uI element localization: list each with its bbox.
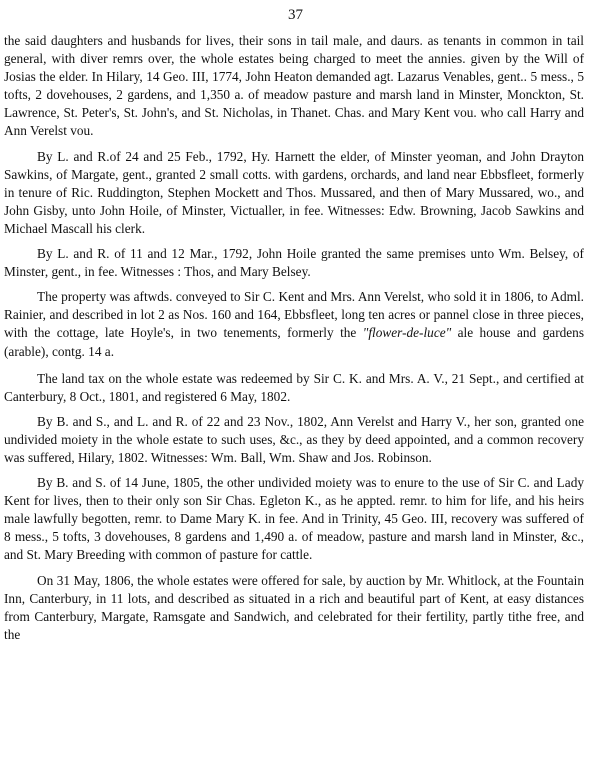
paragraph-june-1805: By B. and S. of 14 June, 1805, the other undivided moiety was to enure to the use of Sir C. and Lady Kent for lives, then to their only son Sir Chas. Egleton K., as he appted. remr. to him for life, and his heirs male lawfully begotten, remr. to Dame Mary K. in fee. And in Trinity, 45 Geo. III, recovery was suffered of 8 mess., 5 tofts, 3 dovehouses, 8 gardens and 1,490 a. of meadow, pasture and marsh land in Minster, &c., and St. Mary Breeding with common of pasture for cattle. <box>4 475 584 563</box>
paragraph-mar-1792: By L. and R. of 11 and 12 Mar., 1792, John Hoile granted the same premises unto Wm. Belsey, of Minster, gent., in fee. Witnesses : Thos, and Mary Belsey. <box>4 246 584 280</box>
paragraph-text: The property was aftwds. conveyed to Sir C. Kent and Mrs. Ann Verelst, who sold it in 1806, to Adml. Rainier, and described in lot 2 as Nos. 160 and 164, Ebbsfleet, long ten acres or pannel close in three pieces, with the cottage, late Hoyle's, in two tenements, formerly the <box>4 289 584 341</box>
paragraph-text: ale house and gardens (arable), contg. 14 a. <box>4 325 584 359</box>
paragraph-may-1806-sale: On 31 May, 1806, the whole estates were offered for sale, by auction by Mr. Whitlock, at the Fountain Inn, Canterbury, in 11 lots, and described as situated in a rich and beautiful part of Kent, at easy distances from Canterbury, Margate, Ramsgate and Sandwich, and celebrated for their fertility, partly tithe free, and the <box>4 572 584 642</box>
paragraph-hilary-1774: the said daughters and husbands for lives, their sons in tail male, and daurs. as tenants in common in tail general, with diver remrs over, the whole estates being charged to meet the annies. given by the Will of Josias the elder. In Hilary, 14 Geo. III, 1774, John Heaton demanded agt. Lazarus Venables, gent.. 5 mess., 5 tofts, 2 dovehouses, 2 gardens, and 1,350 a. of meadow pasture and marsh land in Minster, Monckton, St. Lawrence, St. Peter's, St. John's, and St. Nicholas, in Thanet. Chas. and Mary Kent vou. who call Harry and Ann Verelst vou. <box>4 33 584 139</box>
paragraph-nov-1802: By B. and S., and L. and R. of 22 and 23 Nov., 1802, Ann Verelst and Harry V., her son, granted one undivided moiety in the whole estate to such uses, &c., as they by deed appointed, and a common recovery was suffered, Hilary, 1802. Witnesses: Wm. Ball, Wm. Shaw and Jos. Robinson. <box>4 413 584 465</box>
paragraph-property-conveyed <box>4 288 584 360</box>
inn-name-italic: "flower-de-luce" <box>362 325 452 341</box>
paragraph-land-tax: The land tax on the whole estate was redeemed by Sir C. K. and Mrs. A. V., 21 Sept., and certified at Canterbury, 8 Oct., 1801, and registered 6 May, 1802. <box>4 370 584 404</box>
paragraph-feb-1792: By L. and R.of 24 and 25 Feb., 1792, Hy. Harnett the elder, of Minster yeoman, and John Drayton Sawkins, of Margate, gent., granted 2 small cotts. with gardens, orchards, and land near Ebbsfleet, formerly in tenure of Ric. Ruddington, Stephen Mockett and Thos. Mussared, and then of Mary Mussared, wo., and John Gisby, unto John Hoile, of Minster, Victualler, in fee. Witnesses: Edw. Browning, Jacob Sawkins and Michael Mascall his clerk. <box>4 148 584 236</box>
document-body <box>4 32 584 644</box>
page-number: 37 <box>288 7 303 23</box>
